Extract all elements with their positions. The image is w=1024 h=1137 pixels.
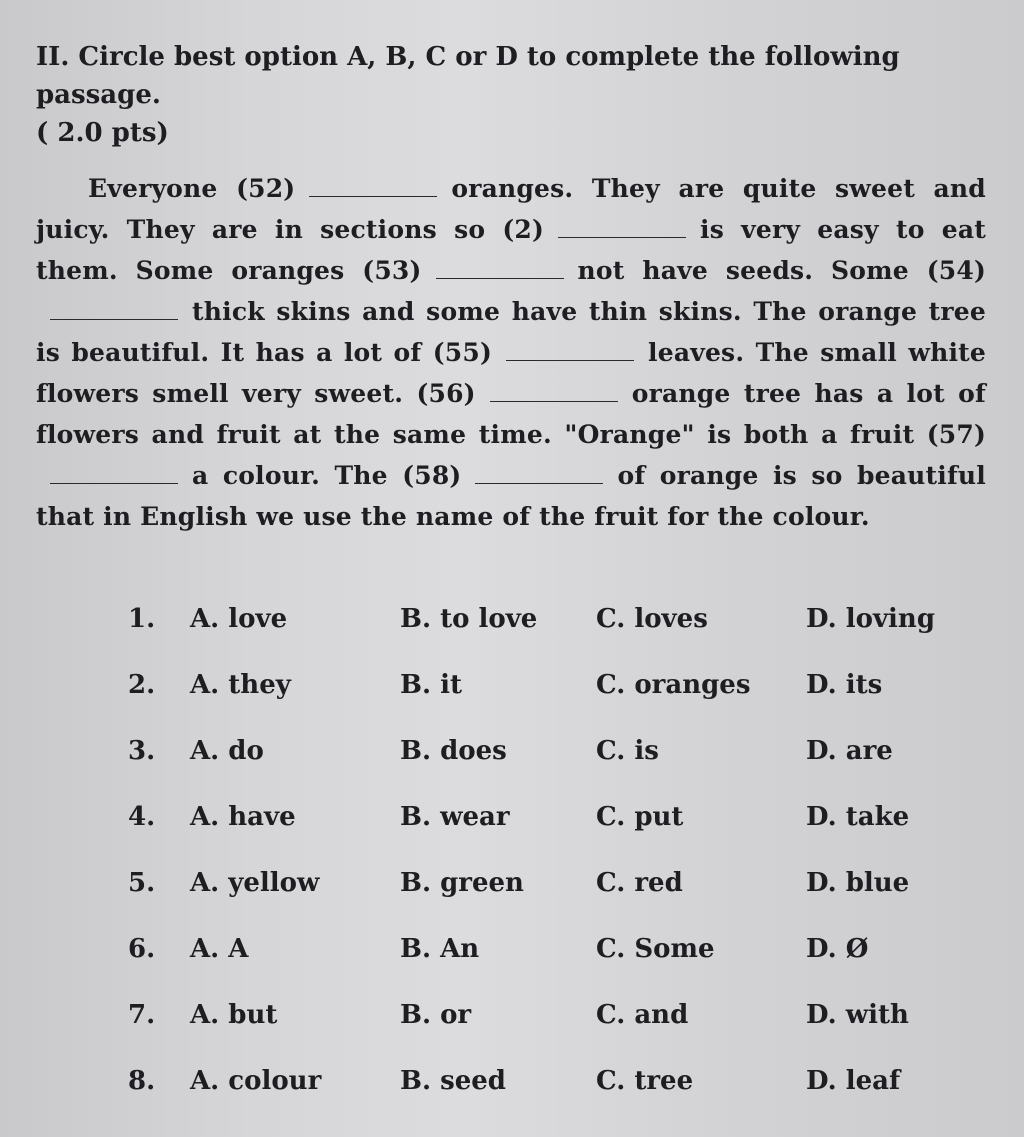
option-c[interactable]: C. Some (596, 934, 715, 964)
passage-segment: oranges. They are quite sweet and juicy. They are in sections so (2) (36, 174, 986, 244)
option-b[interactable]: B. it (400, 670, 462, 700)
question-number: 6. (128, 934, 156, 964)
question-row (128, 850, 948, 916)
question-number: 3. (128, 736, 156, 766)
question-row (128, 982, 948, 1048)
question-list (128, 586, 948, 1114)
passage-segment: is very easy to eat them. Some oranges (53) (36, 215, 986, 285)
option-b[interactable]: B. An (400, 934, 480, 964)
passage-segment: leaves. The small white flowers smell very sweet. (56) (36, 338, 986, 408)
passage-segment: of orange is so beautiful that in English we use the name of the fruit for the colour. (36, 461, 986, 531)
question-row (128, 652, 948, 718)
option-d[interactable]: D. Ø (806, 934, 869, 964)
heading-points: ( 2.0 pts) (36, 118, 169, 148)
question-row (128, 586, 948, 652)
answer-blank-55[interactable] (506, 359, 634, 361)
option-c[interactable]: C. tree (596, 1066, 694, 1096)
option-c[interactable]: C. loves (596, 604, 708, 634)
question-row (128, 916, 948, 982)
option-d[interactable]: D. are (806, 736, 893, 766)
question-number: 5. (128, 868, 156, 898)
option-a[interactable]: A. love (190, 604, 288, 634)
option-c[interactable]: C. put (596, 802, 684, 832)
answer-blank-2[interactable] (558, 236, 686, 238)
option-b[interactable]: B. to love (400, 604, 538, 634)
section-heading (36, 38, 986, 152)
passage-segment: not have seeds. Some (54) (577, 256, 987, 285)
option-b[interactable]: B. or (400, 1000, 472, 1030)
option-a[interactable]: A. do (190, 736, 264, 766)
option-c[interactable]: C. and (596, 1000, 689, 1030)
option-c[interactable]: C. red (596, 868, 683, 898)
question-row (128, 1048, 948, 1114)
option-a[interactable]: A. yellow (190, 868, 320, 898)
question-number: 7. (128, 1000, 156, 1030)
option-b[interactable]: B. seed (400, 1066, 506, 1096)
passage-segment: Everyone (52) (88, 174, 296, 203)
answer-blank-58[interactable] (475, 482, 603, 484)
passage-text (36, 168, 986, 537)
option-a[interactable]: A. A (190, 934, 249, 964)
option-d[interactable]: D. leaf (806, 1066, 901, 1096)
answer-blank-57[interactable] (50, 482, 178, 484)
option-d[interactable]: D. its (806, 670, 883, 700)
option-a[interactable]: A. they (190, 670, 291, 700)
question-number: 4. (128, 802, 156, 832)
answer-blank-56[interactable] (490, 400, 618, 402)
option-b[interactable]: B. does (400, 736, 507, 766)
passage-segment: a colour. The (58) (192, 461, 462, 490)
question-row (128, 784, 948, 850)
option-d[interactable]: D. take (806, 802, 910, 832)
option-c[interactable]: C. oranges (596, 670, 751, 700)
option-a[interactable]: A. but (190, 1000, 278, 1030)
option-d[interactable]: D. blue (806, 868, 910, 898)
question-number: 8. (128, 1066, 156, 1096)
answer-blank-52[interactable] (309, 195, 437, 197)
option-d[interactable]: D. with (806, 1000, 909, 1030)
option-a[interactable]: A. colour (190, 1066, 322, 1096)
option-d[interactable]: D. loving (806, 604, 936, 634)
worksheet-page (36, 38, 986, 562)
passage-segment: thick skins and some have thin skins. The orange tree is beautiful. It has a lot of (55) (36, 297, 986, 367)
heading-instruction: II. Circle best option A, B, C or D to complete the following passage. (36, 42, 900, 110)
passage-segment: orange tree has a lot of flowers and fruit at the same time. "Orange" is both a fruit (57) (36, 379, 986, 449)
answer-blank-54[interactable] (50, 318, 178, 320)
question-number: 1. (128, 604, 156, 634)
answer-blank-53[interactable] (436, 277, 564, 279)
option-b[interactable]: B. green (400, 868, 524, 898)
option-a[interactable]: A. have (190, 802, 296, 832)
option-c[interactable]: C. is (596, 736, 659, 766)
question-number: 2. (128, 670, 156, 700)
option-b[interactable]: B. wear (400, 802, 510, 832)
question-row (128, 718, 948, 784)
